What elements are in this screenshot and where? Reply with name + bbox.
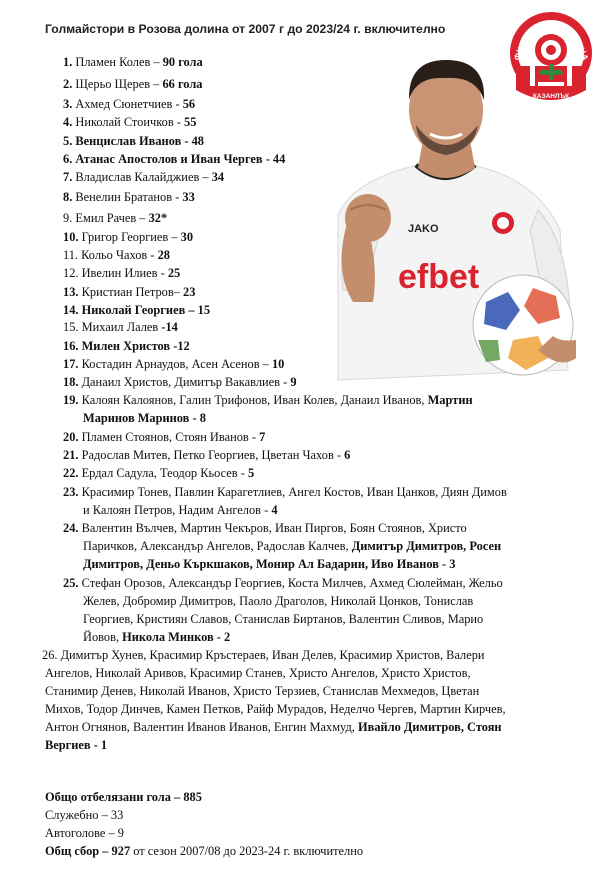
list-item-continuation: Вергиев - 1 bbox=[45, 738, 108, 752]
page-title: Голмайстори в Розова долина от 2007 г до 2023/24 г. включително bbox=[45, 22, 446, 36]
list-item: 23. Красимир Тонев, Павлин Карагетлиев, Ангел Костов, Иван Цанков, Диян Димов bbox=[63, 485, 507, 499]
list-item: 17. Костадин Арнаудов, Асен Асенов – 10 bbox=[63, 357, 285, 371]
list-item-continuation: Ангелов, Николай Аривов, Красимир Станев, Христо Ангелов, Христо Христов, bbox=[45, 666, 471, 680]
svg-text:efbet: efbet bbox=[398, 258, 480, 296]
list-item-continuation: Паричков, Александър Ангелов, Радослав Калчев, Димитър Димитров, Росен bbox=[83, 539, 502, 553]
player-photo bbox=[298, 40, 578, 390]
list-item: 1. Пламен Колев – 90 гола bbox=[63, 55, 203, 69]
list-item-continuation: Димитров, Деньо Къркшаков, Монир Ал Бадарин, Иво Иванов - 3 bbox=[83, 557, 456, 571]
list-item: 5. Венцислав Иванов - 48 bbox=[63, 134, 204, 148]
list-item: 3. Ахмед Сюнетчиев - 56 bbox=[63, 97, 196, 111]
list-item: 15. Михаил Лалев -14 bbox=[63, 320, 178, 334]
list-item: 19. Калоян Калоянов, Галин Трифонов, Иван Колев, Данаил Иванов, Мартин bbox=[63, 393, 473, 407]
grand-total: Общ сбор – 927 от сезон 2007/08 до 2023-24 г. включително bbox=[45, 844, 364, 858]
list-item-continuation: Желев, Добромир Димитров, Паоло Драголов, Николай Цонков, Тонислав bbox=[83, 594, 474, 608]
svg-text:ФК РОЗОВА ДОЛИНА: ФК РОЗОВА ДОЛИНА bbox=[511, 25, 591, 62]
list-item: 10. Григор Георгиев – 30 bbox=[63, 230, 194, 244]
list-item-continuation: Антон Огнянов, Валентин Иванов Иванов, Енгин Махмуд, Ивайло Димитров, Стоян bbox=[45, 720, 502, 734]
list-item: 11. Кольо Чахов - 28 bbox=[63, 248, 170, 262]
official-goals: Служебно – 33 bbox=[45, 808, 124, 822]
list-item: 14. Николай Георгиев – 15 bbox=[63, 303, 211, 317]
list-item: 24. Валентин Вълчев, Мартин Чекъров, Иван Пиргов, Боян Стоянов, Христо bbox=[63, 521, 467, 535]
list-item: 8. Венелин Братанов - 33 bbox=[63, 190, 195, 204]
list-item-continuation: Йовов, Никола Минков - 2 bbox=[83, 630, 231, 644]
list-item-continuation: Михов, Тодор Динчев, Камен Петков, Райф Мурадов, Неделчо Чергев, Мартин Кирчев, bbox=[45, 702, 506, 716]
list-item: 20. Пламен Стоянов, Стоян Иванов - 7 bbox=[63, 430, 266, 444]
list-item: 25. Стефан Орозов, Александър Георгиев, Коста Милчев, Ахмед Сюлейман, Жельо bbox=[63, 576, 503, 590]
svg-text:КАЗАНЛЪК: КАЗАНЛЪК bbox=[532, 93, 570, 100]
list-item-continuation: Георгиев, Кристиян Славов, Станислав Биртанов, Валентин Сливов, Марио bbox=[83, 612, 484, 626]
list-item-continuation: Станимир Денев, Николай Иванов, Христо Терзиев, Станислав Мехмедов, Цветан bbox=[45, 684, 480, 698]
svg-text:JAKO: JAKO bbox=[408, 223, 439, 235]
list-item: 26. Димитър Хунев, Красимир Кръстераев, Иван Делев, Красимир Христов, Валери bbox=[42, 648, 485, 662]
list-item-continuation: и Калоян Петров, Надим Ангелов - 4 bbox=[83, 503, 278, 517]
list-item: 12. Ивелин Илиев - 25 bbox=[63, 266, 181, 280]
list-item: 22. Ердал Садула, Теодор Кьосев - 5 bbox=[63, 466, 255, 480]
list-item: 16. Милен Христов -12 bbox=[63, 339, 190, 353]
list-item: 2. Щерьо Щерев – 66 гола bbox=[63, 77, 203, 91]
list-item-continuation: Маринов Маринов - 8 bbox=[83, 411, 206, 425]
list-item: 4. Николай Стоичков - 55 bbox=[63, 115, 197, 129]
own-goals: Автоголове – 9 bbox=[45, 826, 124, 840]
total-goals: Общо отбелязани гола – 885 bbox=[45, 790, 202, 804]
list-item: 7. Владислав Калайджиев – 34 bbox=[63, 170, 225, 184]
list-item: 13. Кристиан Петров– 23 bbox=[63, 285, 196, 299]
list-item: 18. Данаил Христов, Димитър Вакавлиев - 9 bbox=[63, 375, 297, 389]
list-item: 9. Емил Рачев – 32* bbox=[63, 211, 168, 225]
list-item: 21. Радослав Митев, Петко Георгиев, Цветан Чахов - 6 bbox=[63, 448, 351, 462]
list-item: 6. Атанас Апостолов и Иван Чергев - 44 bbox=[63, 152, 286, 166]
